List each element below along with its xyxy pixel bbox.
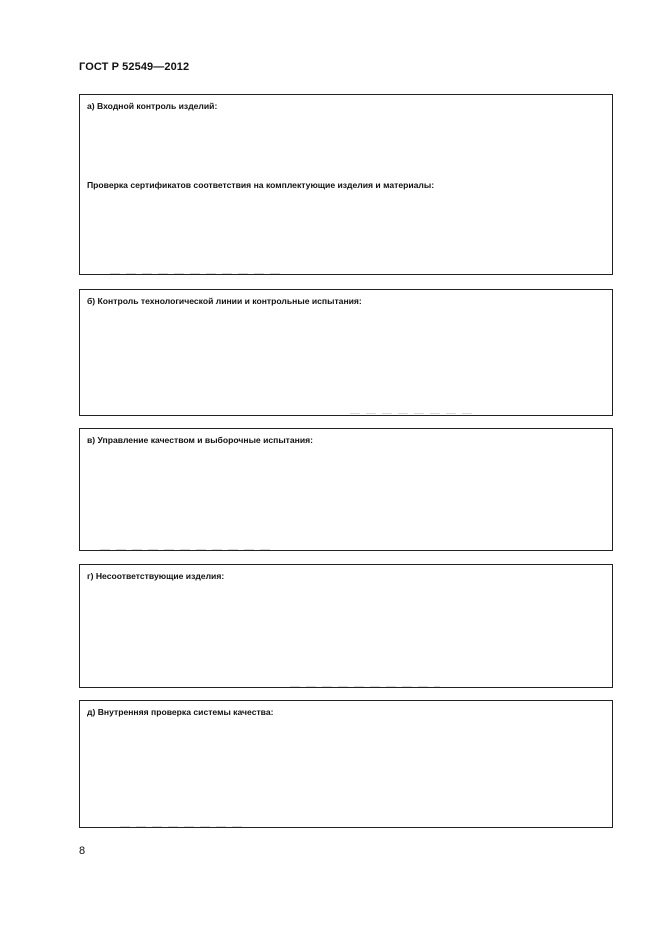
scan-artifact [110, 273, 280, 274]
scan-artifact [350, 413, 475, 414]
section-subtitle: Проверка сертификатов соответствия на комплектующие изделия и материалы: [87, 180, 435, 190]
section-title: б) Контроль технологической линии и контрольные испытания: [87, 296, 362, 306]
scan-artifact [100, 549, 275, 550]
section-title: в) Управление качеством и выборочные испытания: [87, 435, 314, 445]
page-number: 8 [79, 845, 86, 857]
document-header: ГОСТ Р 52549—2012 [79, 61, 190, 73]
section-quality-management [79, 428, 613, 551]
section-title: д) Внутренняя проверка системы качества: [87, 707, 274, 717]
section-incoming-inspection [79, 94, 613, 275]
scan-artifact [290, 686, 440, 687]
section-title: а) Входной контроль изделий: [87, 101, 218, 111]
section-nonconforming-products [79, 564, 613, 688]
section-title: г) Несоответствующие изделия: [87, 571, 225, 581]
section-internal-audit [79, 700, 613, 828]
section-production-line-control [79, 289, 613, 416]
scan-artifact [120, 826, 245, 827]
